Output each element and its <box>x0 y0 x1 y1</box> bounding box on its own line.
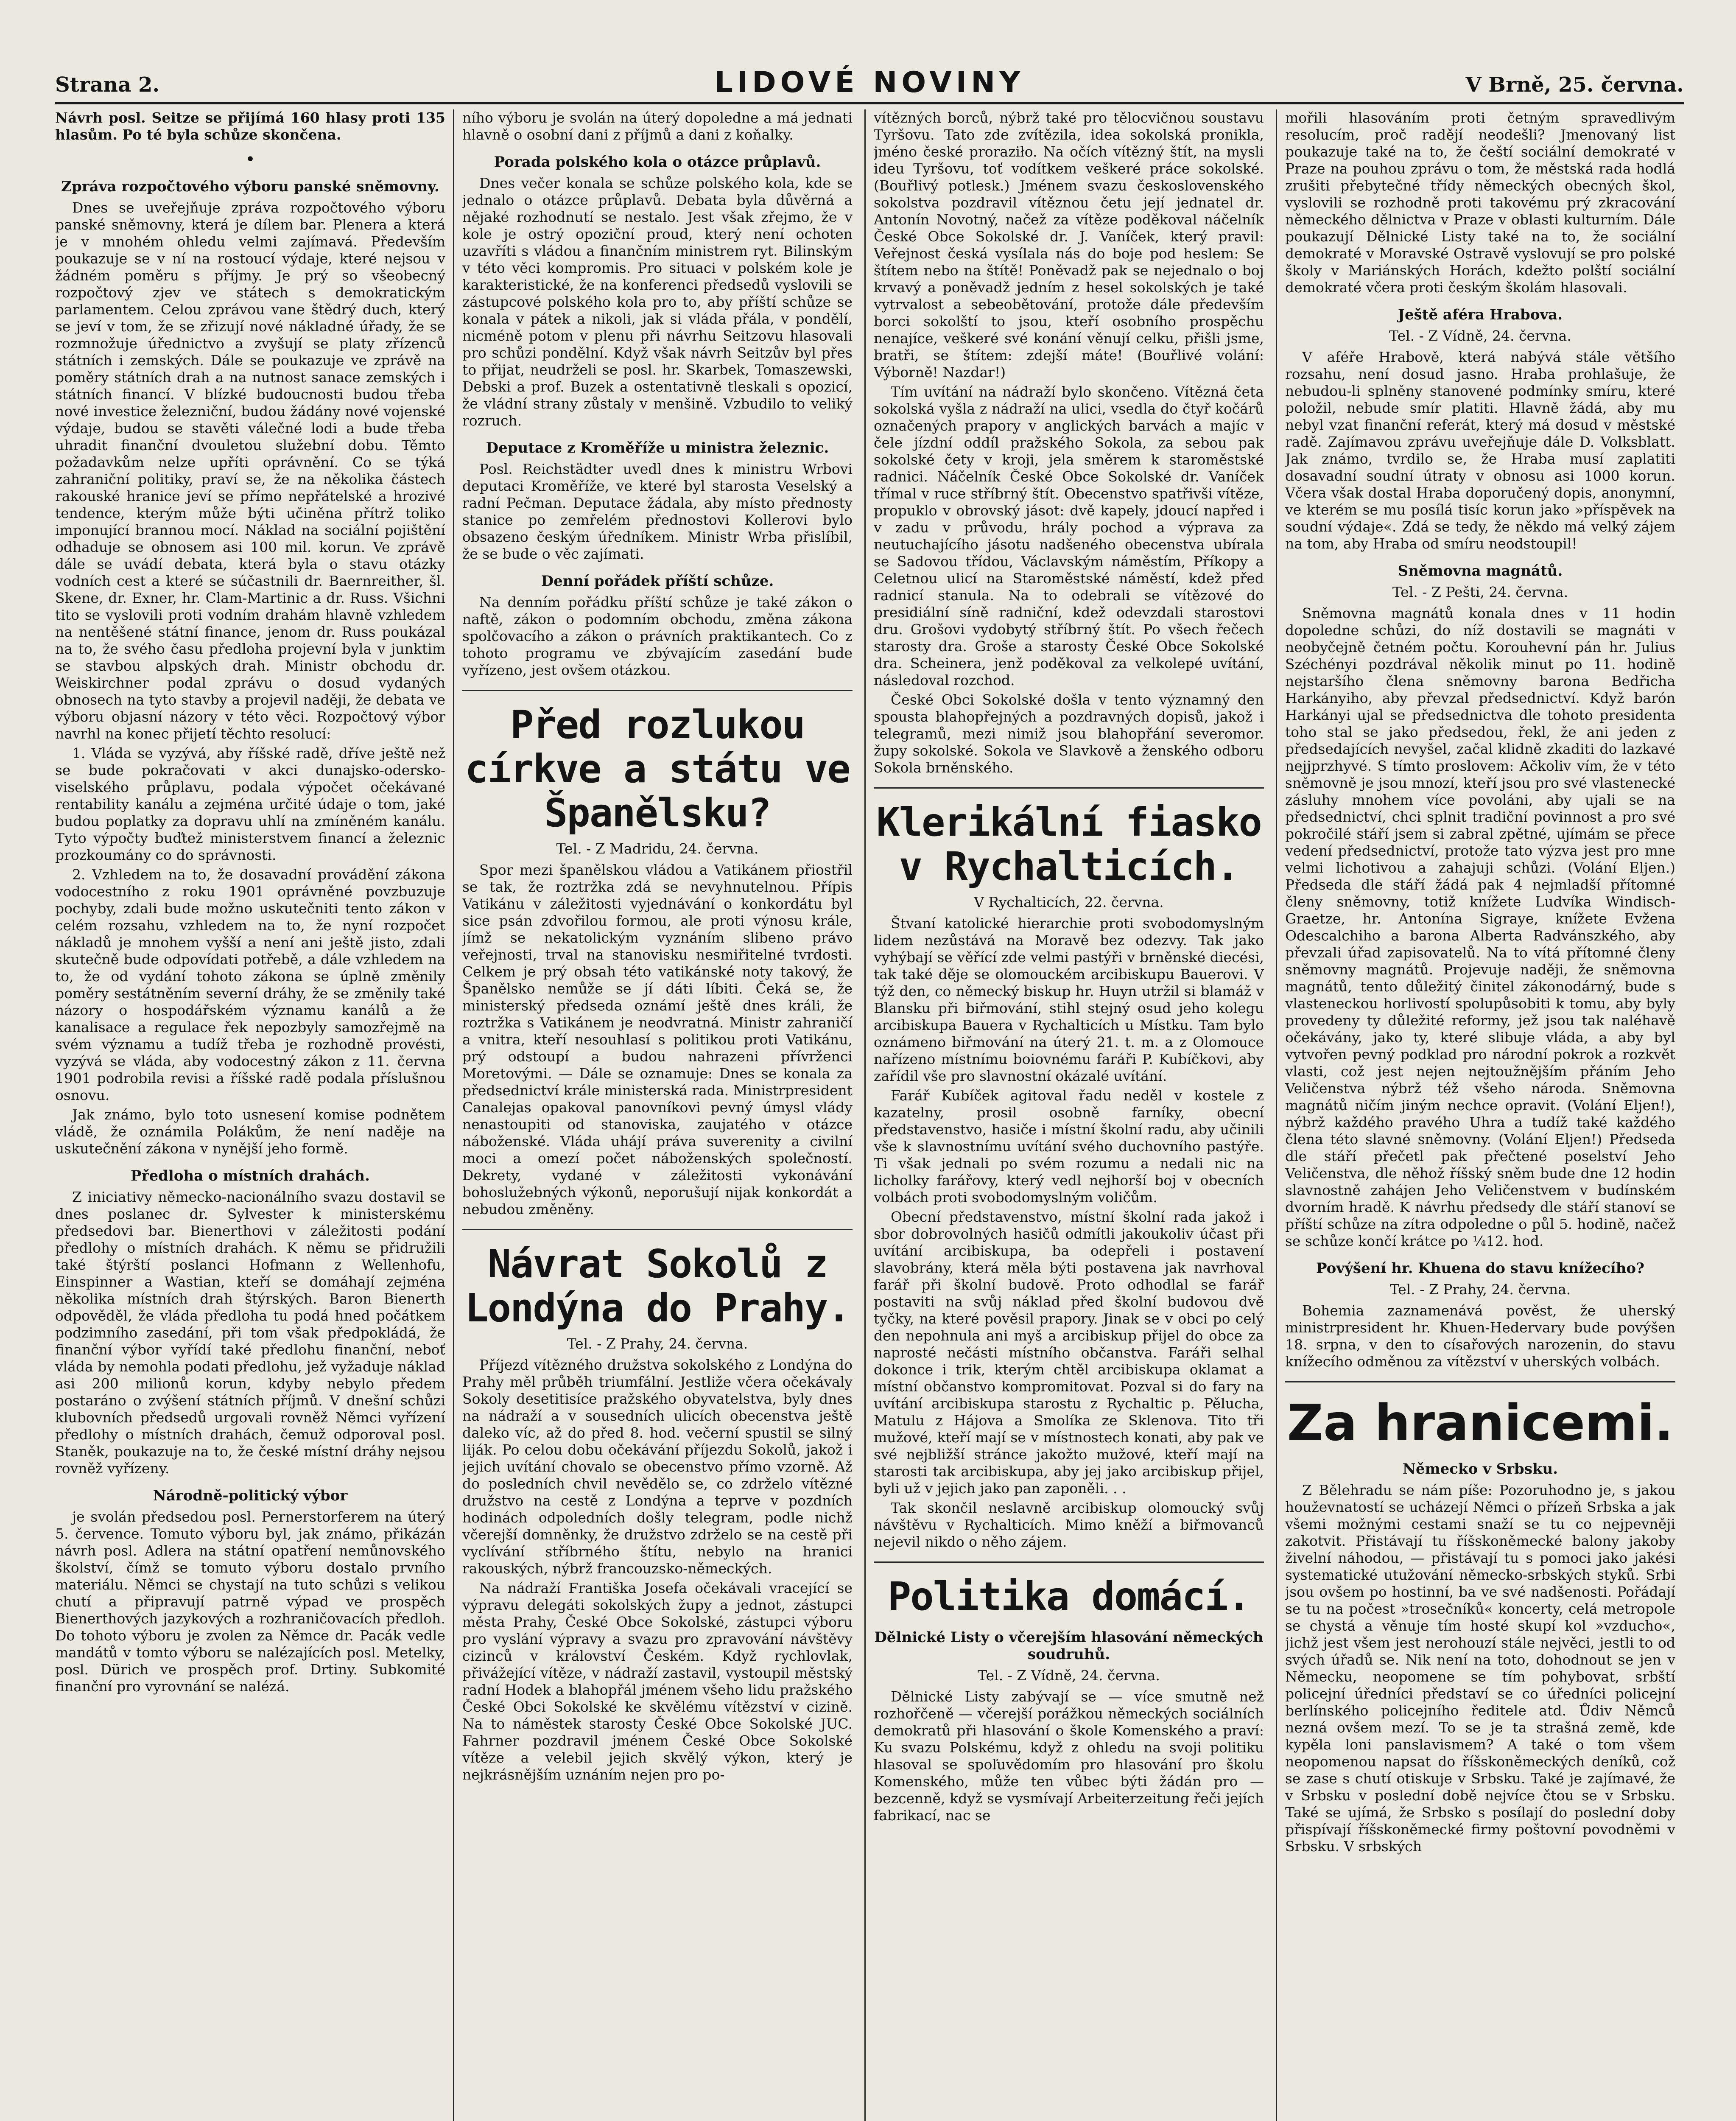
article-text: Příjezd vítězného družstva sokolského z Londýna do Prahy měl průběh triumfální. Jestliže včera očekávaly Sokoly desetitisíce pražského obyvatelstva, byly dnes na nádraží a v sousedních ulicích obecenstva ještě daleko víc, až do před 8. hod. večerní spustil se silný liják. Po celou dobu očekávání příjezdu Sokolů, jakož i jejich uvítání chovalo se obecenstvo přímo vzorně. Až do posledních chvil nevědělo se, co zdrželo vítězné družstvo na cestě z Londýna a teprve v pozdních hodinách odpoledních došly telegram, podle nichž včerejší domněnky, že družstvo zdrželo se na cestě při vyclívání stříbrného štítu, nebylo na hranici rakouských, nýbrž francouzsko-německých. <box>462 1357 853 1577</box>
article-headline: Národně-politický výbor <box>153 1487 348 1504</box>
article-headline-large: Návrat Sokolů z Londýna do Prahy. <box>465 1241 850 1331</box>
article-text: Posl. Reichstädter uvedl dnes k ministru Wrbovi deputaci Kroměříže, ve které byl starosta Veselský a radní Pečman. Deputace žádala, aby místo přednosty stanice po zemřelém přednostovi Kollerovi bylo obsazeno českým úředníkem. Ministr Wrba přislíbil, že se bude o věc zajímati. <box>462 461 853 562</box>
article-text: 1. Vláda se vyzývá, aby říšské radě, dříve ještě než se bude pokračovati v akci dunajsko-odersko-viselského průplavu, podala výpočet očekávané rentability kanálu a zejména určité údaje o tom, jaké budou poplatky za dopravu uhlí na zmíněném kanálu. Tyto výpočty buďtež ministerstvem financí a železnic prozkoumány co do správnosti. <box>55 745 445 863</box>
article-headline: Denní pořádek příští schůze. <box>541 573 774 590</box>
masthead <box>55 68 1684 104</box>
article-text: Spor mezi španělskou vládou a Vatikánem přiostřil se tak, že roztržka zdá se nevyhnutelnou. Přípis Vatikánu v záležitosti vyjednávání o konkordátu byl sice psán zdvořilou formou, ale proti výnosu krále, jímž se nekatolickým vyznáním slibeno právo veřejnosti, trval na stanovisku nesmiřitelné tvrdosti. Celkem je prý obsah této vatikánské noty takový, že Španělsko nemůže se jí dáti líbiti. Čeká se, že ministerský předseda oznámí ještě dnes králi, že roztržka s Vatikánem je neodvratná. Ministr zahraničí a vnitra, kteří nesouhlasí s politikou proti Vatikánu, prý odstoupí a budou nahrazeni přívrženci Moretovými. — Dále se oznamuje: Dnes se konala za předsednictví krále ministerská rada. Ministrpresident Canalejas opakoval panovníkovi pevný úmysl vlády nenastoupiti od stanoviska, zaujatého v otázce náboženské. Vláda uhájí práva suverenity a civilní moci a omezí počet náboženských společností. Dekrety, vydané v záležitosti vykonávání bohoslužebných výkonů, neporušují nijak konkordát a nebudou změněny. <box>462 862 853 1217</box>
issue-date: V Brně, 25. června. <box>1465 73 1684 97</box>
article-text: Obecní představenstvo, místní školní rada jakož i sbor dobrovolných hasičů odmítli jakoukoliv účast při uvítání arcibiskupa, ba odepřeli i postavení slavobrány, která měla býti postavena jak navrhoval farář při školní budově. Proto odhodlal se farář postaviti na svůj náklad před školní budovou dvě tyčky, na které pověsil prapory. Jinak se v obci po celý den nepohnula ani myš a arcibiskup přijel do obce za naprosté nečásti místního občanstva. Faráři selhal dokonce i trik, kterým chtěl arcibiskupa oklamat a místní občanstvo kompromitovat. Pozval si do fary na uvítání arcibiskupa starostu z Rychaltic p. Pělucha, Matulu z Hájova a Smolíka ze Sklenova. Tito tři mužové, kteří mají se v místnostech konati, aby pak ve své nejbližší stránce jakožto mužové, kteří mají na starosti tak arcibiskupa, aby jej jako arcibiskup přijel, byli už v jejich jako pan zaponěli. . . <box>874 1209 1264 1497</box>
article-text: Dnes večer konala se schůze polského kola, kde se jednalo o otázce průplavů. Debata byla důvěrná a nějaké rozhodnutí se nestalo. Jest však zřejmo, že v kole je ostrý opoziční proud, který není ochoten uzavříti s vládou a finančním ministrem ryt. Bilinským v této věci kompromis. Pro situaci v polském kole je karakteristické, že na konferenci předsedů vyslovili se zástupcové polského kola pro to, aby příští schůze se konala v pátek a nikoli, jak si vláda přála, v pondělí, nicméně potom v plenu při návrhu Seitzovu hlasovali pro schůzi pondělní. Když však návrh Seitzův byl přes to přijat, neudrželi se posl. hr. Skarbek, Tomaszewski, Debski a prof. Buzek a ostentativně tleskali s opozicí, že vládní strany zůstaly v menšině. Vzbudilo to veliký rozruch. <box>462 175 853 429</box>
article-text: Na denním pořádku příští schůze je také zákon o naftě, zákon o podomním obchodu, změna zákona spolčovacího a zákon o právních praktikantech. Co z tohoto programu ve zbývajícím zasedání bude vyřízeno, jest ovšem otázkou. <box>462 594 853 678</box>
column-3 <box>874 109 1264 2121</box>
article-text: Na nádraží Františka Josefa očekávali vracející se výpravu delegáti sokolských župy a jednot, zástupci města Prahy, České Obce Sokolské, zástupci výboru pro vyslání výpravy a svazu pro zpravování návštěvy cizinců v království Českém. Když rychlovlak, přivážející vítěze, v nádraží zastavil, vystoupil městský radní Hodek a blahopřál jménem všeho lidu pražského České Obci Sokolské ke skvělému vítězství v cizině. Na to náměstek starosty České Obce Sokolské JUC. Fahrner pozdravil jménem České Obce Sokolské vítěze a velebil jejich skvělý výkon, který je nejkrásnějším uznáním nejen pro po- <box>462 1580 853 1783</box>
section-divider <box>1285 1381 1675 1382</box>
dateline: V Rychalticích, 22. června. <box>974 894 1164 910</box>
column-rule <box>864 109 866 2121</box>
article-text: Štvaní katolické hierarchie proti svobodomyslným lidem nezůstává na Moravě bez odezvy. Tak jako vyhýbají se věřící zde velmi pastýři v brněnské diecési, tak také děje se olomouckém arcibiskupu Bauerovi. V týž den, co německý biskup hr. Huyn utržil si blamáž v Blansku při biřmování, stihl stejný osud jeho kolegu arcibiskupa Bauera v Rychalticích u Místku. Tam bylo oznámeno biřmování na úterý 21. t. m. a z Olomouce nařízeno místnímu boiovnému faráři P. Kubíčkovi, aby zařídil vše pro slavnostní okázalé uvítání. <box>874 915 1264 1084</box>
article-text: mořili hlasováním proti četným spravedlivým resolucím, proč radějí neodešli? Jmenovaný list poukazuje také na to, že čeští sociální demokraté v Praze na pouhou zprávu o tom, že městská rada hodlá zrušiti přebytečné třídy německých obecných škol, vyslovili se rozhodně proti takovému prý zkracování německého dělnictva v Praze v oblasti kulturním. Dále poukazují Dělnické Listy také na to, že sociální demokraté v Moravské Ostravě vyslovují se pro polské školy v Mariánských Horách, kdežto polští sociální demokraté včera proti českým školám hlasovali. <box>1285 109 1675 296</box>
separator-bullet: • <box>245 150 255 169</box>
article-headline: Zpráva rozpočtového výboru panské sněmovny. <box>61 178 439 195</box>
article-text: České Obci Sokolské došla v tento významný den spousta blahopřejných a pozdravných dopisů, jakož i telegramů, mezi nimiž jsou blahopřání severomor. župy sokolské. Sokola ve Slavkově a ženského odboru Sokola brněnského. <box>874 691 1264 776</box>
article-text: Dělnické Listy zabývají se — více smutně než rozhořčeně — včerejší porážkou německých sociálních demokratů při hlasování o škole Komenského a praví: Ku svazu Polskému, když z ohledu na svoji politiku hlasoval se spoľuvědomím pro hlasování pro školu Komenského, může ten vůbec býti žádán pro — bezcenně, když se vysmívají Arbeiterzeitung řeči jejích fabrikací, nac se <box>874 1688 1264 1824</box>
article-text: je svolán předsedou posl. Pernerstorferem na úterý 5. července. Tomuto výboru byl, jak známo, přikázán návrh posl. Adlera na státní opatření nemůnovského školství, čímž se tomuto výboru dostalo prvního materiálu. Němci se chystají na tuto schůzi s velikou chutí a připravují patrně výpad ve prospěch Bienerthových jazykových a rozhraničovacích předloh. Do tohoto výboru je zvolen za Němce dr. Pacák vedle mandátů v tomto výboru se nalézajících posl. Metelky, posl. Dürich ve prospěch prof. Drtiny. Subkomité finanční pro vyrovnání se nalézá. <box>55 1508 445 1695</box>
dateline: Tel. - Z Vídně, 24. června. <box>1389 327 1571 344</box>
article-text: Farář Kubíček agitoval řadu neděl v kostele z kazatelny, prosil osobně farníky, obecní představenstvo, hasiče i místní školní radu, aby učinili vše k slavnostnímu uvítání svého duchovního pastýře. Ti však jednali po svém rozumu a nedali nic na licholky farářovy, který vedl nejhorší boj v obecních volbách proti svobodomyslným voličům. <box>874 1087 1264 1206</box>
dateline: Tel. - Z Pešti, 24. června. <box>1392 584 1568 600</box>
section-divider <box>462 1229 853 1230</box>
section-divider <box>874 787 1264 789</box>
article-headline: Německo v Srbsku. <box>1402 1461 1558 1477</box>
article-text: Návrh posl. Seitze se přijímá 160 hlasy proti 135 hlasům. Po té byla schůze skončena. <box>55 109 445 143</box>
dateline: Tel. - Z Prahy, 24. června. <box>1389 1281 1571 1298</box>
article-text: V aféře Hrabově, která nabývá stále většího rozsahu, není dosud jasno. Hraba prohlašuje, že nebudou-li splněny stanovené podmínky smíru, které položil, nebude smír platiti. Hlavně žádá, aby mu nebyl vzat finanční referát, který má dosud v městské radě. Zajímavou zprávu uveřejňuje dále D. Volksblatt. Jak známo, tvrdilo se, že Hraba musí zaplatiti dosavadní soudní útraty v obnosu asi 1000 korun. Včera však dostal Hraba doporučený dopis, anonymní, ve kterém se mu posílá tisíc korun jako »příspěvek na soudní výdaje«. Zdá se tedy, že někdo má velký zájem na tom, aby Hraba od smíru neodstoupil! <box>1285 349 1675 552</box>
dateline: Tel. - Z Prahy, 24. června. <box>567 1335 748 1352</box>
article-text: Dnes se uveřejňuje zpráva rozpočtového výboru panské sněmovny, která je dílem bar. Plenera a která je v mnohém ohledu velmi zajímavá. Především poukazuje se v ní na rostoucí výdaje, které nejsou v žádném poměru s příjmy. Je prý so všeobecný rozpočtový zjev ve státech s demokratickým parlamentem. Celou zprávou vane štědrý duch, který se jeví v tom, že se zřizují nové nákladné úřady, že se rozmnožuje úřednictvo a zvyšují se platy zřízenců státních i zemských. Dále se poukazuje ve zprávě na poměry státních drah a na nutnost sanace zemských i státních financí. V blízké budoucnosti budou třeba nové investice železniční, budou žádány nové vojenské výdaje, budou se stavěti válečné lodi a bude třeba uhradit finanční dvouletou služební dobu. Těmto požadavkům nelze upříti oprávnění. Co se týká zahraniční politiky, praví se, že na několika částech rakouské hranice jeví se přímo nepřátelské a hrozivé tendence, kterým může býti učiněna přítrž toliko imponující brannou mocí. Náklad na sociální pojištění odhaduje se obnosem asi 100 mil. korun. Ve zprávě dále se uvádí debata, která byla o stavu otázky vodních cest a které se súčastnili dr. Baernreither, šl. Skene, dr. Exner, hr. Clam-Martinic a dr. Russ. Všichni tito se vyslovili proti vodním drahám hlavně vzhledem na nentěšené státní finance, jenom dr. Russ poukázal na to, že svého času předloha projevní byla v junktim se stavbou alpských drah. Ministr obchodu dr. Weiskirchner podal zprávu o dosud vydaných obnosech na tyto stavby a projevil naději, že debata ve výboru objasní názory v této věci. Rozpočtový výbor navrhl na konec přijetí těchto resolucí: <box>55 199 445 742</box>
column-1 <box>55 109 445 2121</box>
page-number: Strana 2. <box>55 73 160 97</box>
column-rule <box>1276 109 1277 2121</box>
article-headline: Dělnické Listy o včerejším hlasování německých soudruhů. <box>874 1629 1264 1663</box>
article-text: Jak známo, bylo toto usnesení komise podnětem vládě, že oznámila Polákům, že není naděje na uskutečnění zákona v nynější jeho formě. <box>55 1106 445 1157</box>
article-headline: Ještě aféra Hrabova. <box>1398 306 1563 323</box>
column-2 <box>462 109 853 2121</box>
article-text: Bohemia zaznamenává pověst, že uherský ministrpresident hr. Khuen-Hedervary bude povýšen 18. srpna, v den to císařových narozenin, do stavu knížecího odměnou za vítězství v uherských volbách. <box>1285 1302 1675 1370</box>
dateline: Tel. - Z Madridu, 24. června. <box>556 840 759 857</box>
article-text: Z iniciativy německo-nacionálního svazu dostavil se dnes poslanec dr. Sylvester k ministerskému předsedovi bar. Bienerthovi v záležitosti podání předlohy o místních drahách. K němu se přidružili také štýrští poslanci Hofmann z Wellenhofu, Einspinner a Wastian, kteří se domáhají zejména několika místních drah štýrských. Baron Bienerth odpověděl, že vláda předloha tu podá hned počátkem podzimního zasedání, při tom však předpokládá, že finanční výbor vyřídí také předlohu finanční, neboť vláda by nemohla podati předlohu, jež vyžaduje náklad asi 200 milionů korun, kdyby nebylo předem postaráno o zvýšení státních příjmů. V dnešní schůzi klubovních předsedů urgovali rovněž Němci vyřízení předlohy o místních drahách, čemuž odporoval posl. Staněk, poukazuje na to, že české místní dráhy nejsou rovněž vyřízeny. <box>55 1189 445 1477</box>
article-text: Z Bělehradu se nám píše: Pozoruhodno je, s jakou houževnatostí se ucházejí Němci o přízeň Srbska a jak všemi možnými cestami snaží se tu co nejpevněji zakotvit. Přistávají tu říšskoněmecké balony jakoby živelní náhodou, — přistávají tu s pomoci jako jakési systematické utužování německo-srbských styků. Srbi jsou ovšem po hostinní, ba ve své nadšenosti. Pořádají se tu na počest »trosečníků« koncerty, celá metropole se chystá a věnuje tím hosté skupí kol »vzducho«, jichž jest všem jest nerohouzí stále nejvěci, jestli to od svých úřadů se. Nik není na toto, dohodnout se jen v Německu, neopomene se tím pohybovat, srbští policejní úředníci představí se co úředníci policejní berlínského policejního ředitele atd. Ůdiv Němců nezná ovšem mezí. To se je ta strašná země, kde kypěla loni panslavismem? A také o tom všem neopomenou napsat do říšskoněmeckých deníků, což se zase s chutí otiskuje v Srbsku. Také je zajímavé, že v Srbsku v poslední době nejvíce čtou se v Srbsku. Také se ujímá, že Srbsko s posílají do poslední doby přispívají říšskoněmecké firmy poštovní povodněmi v Srbsku. V srbských <box>1285 1482 1675 1855</box>
newspaper-title: LIDOVÉ NOVINY <box>714 66 1025 99</box>
article-text: Tím uvítání na nádraží bylo skončeno. Vítězná četa sokolská vyšla z nádraží na ulici, vsedla do čtyř kočárů označených prapory v anglických barvách a majíc v čele jízdní oddíl pražského Sokola, za sebou pak sokolské čety v kroji, jela směrem k staroměstské radnici. Náčelník České Obce Sokolské dr. Vaníček třímal v ruce stříbrný štít. Obecenstvo spatřivši vítěze, propuklo v obrovský jásot: dvě kapely, jdoucí napřed i v zadu v průvodu, hrály pochod a výprava za neutuchajícího jásotu nadšeného obecenstva ubírala se Sadovou třídou, Václavským náměstím, Příkopy a Celetnou ulicí na Staroměstské náměstí, kdež před radnicí stanula. Na to odebrali se vítězové do presidiální síně radniční, kdež odevzdali starostovi dru. Grošovi vydobytý stříbrný štít. Po všech řečech starosty dra. Groše a starosty České Obce Sokolské dra. Scheinera, jenž poděkoval za velkolepé uvítání, následoval rozchod. <box>874 383 1264 688</box>
section-headline: Za hranicemi. <box>1287 1393 1674 1452</box>
column-4 <box>1285 109 1675 2121</box>
article-headline: Deputace z Kroměříže u ministra železnic. <box>486 439 829 456</box>
article-text: vítězných borců, nýbrž také pro tělocvičnou soustavu Tyršovu. Tato zde zvítězila, idea sokolská pronikla, jméno české proraziło. Na očích vítězný štít, na mysli ideu Tyršovu, toť vodítkem veškeré práce sokolské. (Bouřlivý potlesk.) Jménem svazu československého sokolstva pozdravil vítěznou četu její jednatel dr. Antonín Novotný, načež za vítěze poděkoval náčelník České Obce Sokolské dr. J. Vaníček, který pravil: Veřejnost česká vysílala nás do boje pod heslem: Se štítem nebo na štítě! Poněvadž pak se nejednalo o boj krvavý a poněvadž jedním z hesel sokolských je také vytrvalost a sebeobětování, protože dále především borci sokolští to jsou, kteří osobního prospěchu nenajíce, veškeré své konání věnují celku, přišli jsme, bratři, se štítem: zdejší máte! (Bouřlivé volání: Výborně! Nazdar!) <box>874 109 1264 381</box>
article-headline-large: Před rozlukou církve a státu ve Španělsku? <box>465 702 850 836</box>
article-text: 2. Vzhledem na to, že dosavadní provádění zákona vodocestního z roku 1901 oprávněné povzbuzuje pochyby, zdali bude možno uskutečniti tento zákon v celém rozsahu, vzhledem na to, že nyní rozpočet nákladů je mnohem vyšší a není ani ještě jisto, zdali skutečně bude odpovídati potřebě, a dále vzhledem na to, že od vydání tohoto zákona se úplně změnily poměry sestátněním severní dráhy, že se změnily také názory o hospodářském významu kanálů a že kanalisace a regulace řek nepozbyly samozřejmě na svém významu a tudíž třeba je rozhodně provésti, vyzývá se vláda, aby vodocestný zákon z 11. června 1901 podrobila revisi a říšské radě podala příslušnou osnovu. <box>55 866 445 1103</box>
section-divider <box>462 690 853 691</box>
article-headline: Sněmovna magnátů. <box>1398 562 1563 579</box>
section-headline: Politika domácí. <box>887 1574 1250 1619</box>
section-divider <box>874 1561 1264 1563</box>
dateline: Tel. - Z Vídně, 24. června. <box>978 1667 1160 1684</box>
article-text: ního výboru je svolán na úterý dopoledne a má jednati hlavně o osobní dani z příjmů a dani z koňalky. <box>462 109 853 143</box>
article-headline: Předloha o místních drahách. <box>131 1167 370 1184</box>
column-rule <box>453 109 454 2121</box>
article-headline: Porada polského kola o otázce průplavů. <box>494 154 821 171</box>
article-text: Tak skončil neslavně arcibiskup olomoucký svůj návštěvu v Rychalticích. Mimo kněží a biřmovanců nejevil nikdo o něho zájem. <box>874 1500 1264 1550</box>
article-text: Sněmovna magnátů konala dnes v 11 hodin dopoledne schůzi, do níž dostavili se magnáti v neobyčejně četném počtu. Korouhevní pán hr. Julius Széchényi pozdrával několik minut po 11. hodině nejstaršího člena sněmovny barona Bedřicha Harkányiho, aby převzal předsednictví. Když barón Harkányi ujal se předsednictva dle tohoto presidenta toho stal se jako předsedou, řekl, že ani jeden z předsedajících nevyšel, začal klidně zkaditi do lazkavé nejjprzhyvé. S tímto proslovem: Ačkoliv vím, že v této sněmovně je jsou mnozí, kteří jsou pro své vlastenecké zásluhy mnohem více povoláni, aby ujali se na předsednictví, chci splnit tradiční povinnost a pro své pokročilé stáří jsem si zabral zpětné, ujímám se přece vedení předsednictví, protože tato výzva jest pro mne velmi lichotivou a zahajuji schůzi. (Volání Eljen.) Předseda dle stáří žádá pak 4 nejmladší přítomné členy sněmovny, totiž knížete Ludvíka Windisch-Graetze, hr. Antonína Sigraye, knížete Evžena Odescalchiho a barona Alberta Radvánszkého, aby převzali úřad zapisovatelů. Na to vítá přítomné členy sněmovny magnátů. Projevuje naději, že sněmovna magnátů, tento důležitý činitel zákonodárný, bude s vlasteneckou horlivostí spolupůsobiti k tomu, aby byly provedeny ty důležité reformy, jež jsou tak naléhavě očekávány, jako ty, které slibuje vláda, a aby byl vytvořen pevný podklad pro národní pokrok a rozkvět vlasti, což jest nejen nejtoužnějším přáním Jeho Veličenstva nýbrž též všeho národa. Sněmovna magnátů ničím jiným nechce opravit. (Volání Eljen!), nýbrž každého pravého Uhra a tudíž také každého člena této slavné sněmovny. (Volání Eljen!) Předseda dle stáří přečetl pak přečtené poselství Jeho Veličenstva, dle něhož říšský sněm bude dne 12 hodin slavnostně zahájen Jeho Veličenstvem v budínském dvorním hradě. K návrhu předsedy dle stáří stanoví se příští schůze na zítra odpoledne o půl 5. hodině, načež se schůze končí krátce po ¼12. hod. <box>1285 605 1675 1249</box>
article-headline-large: Klerikální fiasko v Rychalticích. <box>876 800 1261 889</box>
article-headline: Povýšení hr. Khuena do stavu knížecího? <box>1316 1260 1645 1277</box>
